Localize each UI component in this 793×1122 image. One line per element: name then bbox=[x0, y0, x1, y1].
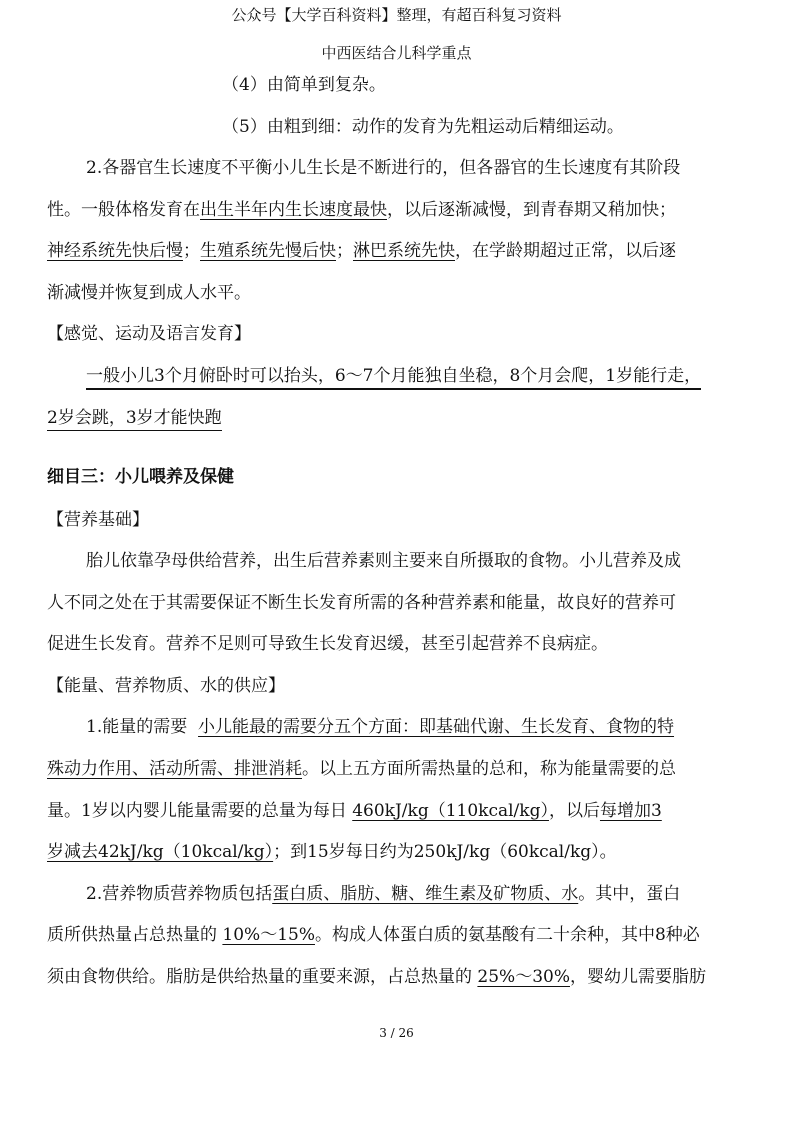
underlined-phrase: 岁减去42kJ/kg（10kcal/kg） bbox=[47, 842, 274, 862]
text-run: 性。一般体格发育在 bbox=[47, 200, 200, 220]
underlined-phrase: 一般小儿3个月俯卧时可以抬头，6～7个月能独自坐稳，8个月会爬，1岁能行走， bbox=[86, 366, 701, 390]
growth-para-line1: 2.各器官生长速度不平衡小儿生长是不断进行的，但各器官的生长速度有其阶段 bbox=[86, 158, 681, 178]
text-run: ； bbox=[336, 241, 353, 261]
energy-para-line1 bbox=[86, 716, 674, 738]
nutrition-para-line1: 胎儿依靠孕母供给营养，出生后营养素则主要来自所摄取的食物。小儿营养及成 bbox=[86, 551, 681, 571]
energy-para-line4 bbox=[47, 841, 617, 863]
header-doc-title: 中西医结合儿科学重点 bbox=[321, 44, 472, 62]
underlined-phrase: 殊动力作用、活动所需、排泄消耗 bbox=[47, 759, 302, 779]
header-source-line: 公众号【大学百科资料】整理，有超百科复习资料 bbox=[231, 6, 562, 24]
energy-heading: 【能量、营养物质、水的供应】 bbox=[47, 676, 285, 696]
section-title: 细目三：小儿喂养及保健 bbox=[47, 467, 234, 487]
sense-heading: 【感觉、运动及语言发育】 bbox=[47, 324, 251, 344]
text-run: 须由食物供给。脂肪是供给热量的重要来源，占总热量的 bbox=[47, 967, 478, 987]
text-run: 2.营养物质营养物质包括 bbox=[86, 884, 273, 904]
text-run: ；到15岁每日约为250kJ/kg（60kcal/kg）。 bbox=[273, 842, 617, 862]
text-run: 。构成人体蛋白质的氨基酸有二十余种，其中8种必 bbox=[314, 925, 700, 945]
underlined-phrase: 每增加3 bbox=[599, 801, 662, 821]
text-run: ，以后逐渐减慢，到青春期又稍加快； bbox=[387, 200, 676, 220]
nutrition-para-line3: 促进生长发育。营养不足则可导致生长发育迟缓，甚至引起营养不良病症。 bbox=[47, 634, 608, 654]
underlined-phrase: 2岁会跳，3岁才能快跑 bbox=[47, 408, 222, 431]
underlined-phrase: 出生半年内生长速度最快 bbox=[200, 200, 387, 220]
page-number: 3 / 26 bbox=[379, 1026, 414, 1040]
text-run: ，在学龄期超过正常，以后逐 bbox=[455, 241, 676, 261]
list-item-4: （4）由简单到复杂。 bbox=[222, 75, 386, 95]
growth-para-line3 bbox=[47, 240, 676, 262]
text-run: ，婴幼儿需要脂肪 bbox=[569, 967, 706, 987]
text-run: 。以上五方面所需热量的总和，称为能量需要的总 bbox=[302, 759, 676, 779]
list-item-5: （5）由粗到细：动作的发育为先粗运动后精细运动。 bbox=[222, 117, 624, 137]
growth-para-line2 bbox=[47, 199, 676, 221]
underlined-phrase: 生殖系统先慢后快 bbox=[200, 241, 336, 261]
nutrition-para-line2: 人不同之处在于其需要保证不断生长发育所需的各种营养素和能量，故良好的营养可 bbox=[47, 593, 676, 613]
text-run: ，以后 bbox=[548, 801, 600, 821]
text-run: ； bbox=[183, 241, 200, 261]
nutrients-para-line1 bbox=[86, 883, 680, 905]
text-run: 量。1岁以内婴儿能量需要的总量为每日 bbox=[47, 801, 353, 821]
underlined-phrase: 10%～15% bbox=[222, 925, 315, 945]
nutrients-para-line2 bbox=[47, 924, 700, 946]
energy-para-line3 bbox=[47, 800, 662, 822]
nutrition-heading: 【营养基础】 bbox=[47, 510, 149, 530]
underlined-phrase: 460kJ/kg（110kcal/kg） bbox=[352, 801, 549, 821]
underlined-phrase: 神经系统先快后慢 bbox=[47, 241, 183, 261]
text-run: 。其中，蛋白 bbox=[578, 884, 681, 904]
underlined-phrase: 25%～30% bbox=[477, 967, 570, 987]
underlined-phrase: 蛋白质、脂肪、糖、维生素及矿物质、水 bbox=[272, 884, 579, 904]
growth-para-line4: 渐减慢并恢复到成人水平。 bbox=[47, 283, 251, 303]
motor-line2 bbox=[47, 407, 222, 429]
text-run: 质所供热量占总热量的 bbox=[47, 925, 223, 945]
underlined-phrase: 小儿能最的需要分五个方面：即基础代谢、生长发育、食物的特 bbox=[198, 717, 675, 737]
text-run: 1.能量的需要 bbox=[86, 717, 199, 737]
energy-para-line2 bbox=[47, 758, 676, 780]
nutrients-para-line3 bbox=[47, 966, 706, 988]
motor-line1 bbox=[86, 365, 701, 387]
underlined-phrase: 淋巴系统先快 bbox=[353, 241, 455, 261]
